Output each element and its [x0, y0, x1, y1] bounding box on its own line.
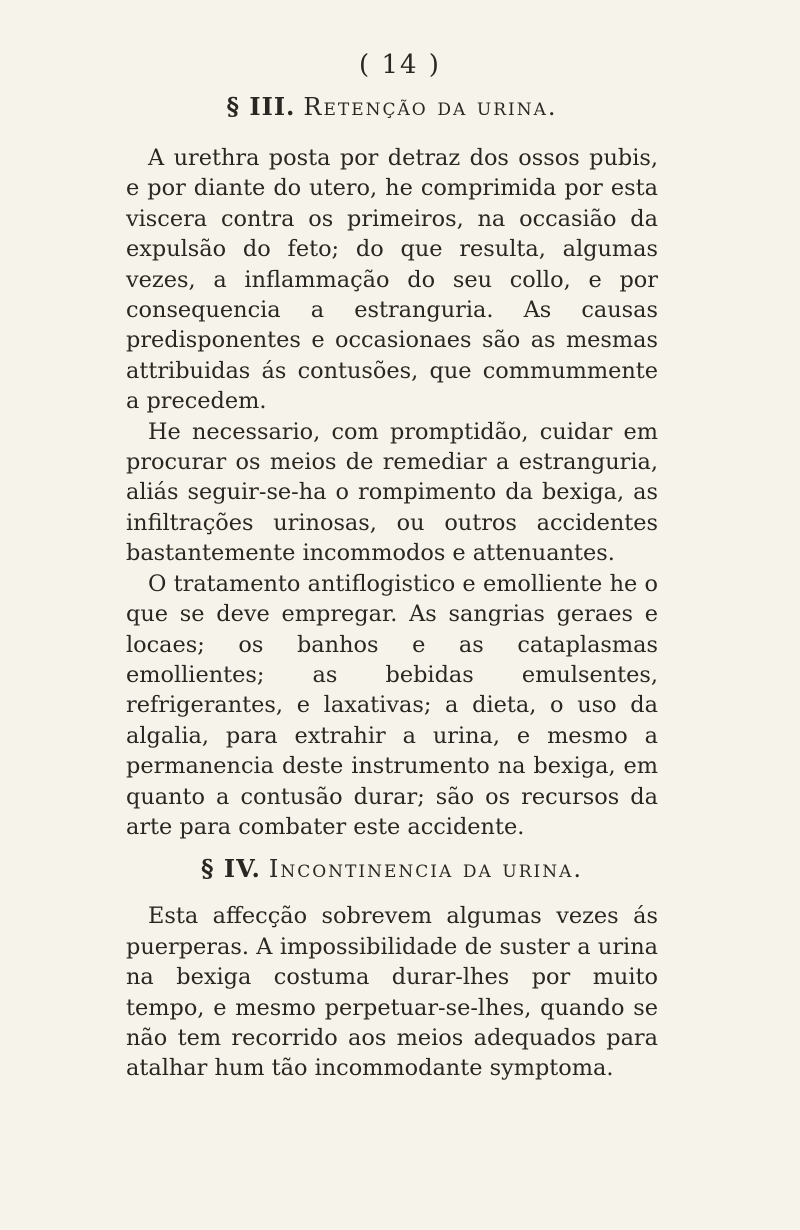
paragraph: O tratamento antiflogistico e emolliente he o que se deve empregar. As sangrias geraes e locaes; os banhos e as cataplasmas emollientes; as bebidas emulsentes, refrigerantes, e laxativas; a dieta, o uso da algalia, para extrahir a urina, e mesmo a permanencia deste instrumento na bexiga, em quanto a contusão durar; são os recursos da arte para combater este accidente.: [126, 570, 658, 840]
section-heading-incontinence: [126, 854, 658, 883]
page-number: ( 14 ): [359, 50, 441, 80]
section-number: § III.: [226, 92, 296, 121]
paragraph: Esta affecção sobrevem algumas vezes ás puerperas. A impossibilidade de suster a urina na bexiga costuma durar-lhes por muito tempo, e mesmo perpetuar-se-lhes, quando se não tem recorrido aos meios adequados para atalhar hum tão incommodante symptoma.: [126, 903, 658, 1082]
section-heading-retention: [126, 92, 658, 121]
section-title: Incontinencia da urina.: [268, 855, 584, 884]
section-number: § IV.: [200, 854, 261, 884]
paragraph: A urethra posta por detraz dos ossos pubis, e por diante do utero, he comprimida por esta viscera contra os primeiros, na occasião da expulsão do feto; do que resulta, algumas vezes, a inflammação do seu collo, e por consequencia a estranguria. As causas predisponentes e occasionaes são as mesmas attribuidas ás contusões, que commummente a precedem.: [126, 145, 658, 415]
section-title: Retenção da urina.: [303, 93, 558, 121]
page-body: [126, 92, 658, 1084]
paragraph: He necessario, com promptidão, cuidar em procurar os meios de remediar a estranguria, aliás seguir-se-ha o rompimento da bexiga, as infiltrações urinosas, ou outros accidentes bastantemente incommodos e attenuantes.: [126, 418, 658, 567]
